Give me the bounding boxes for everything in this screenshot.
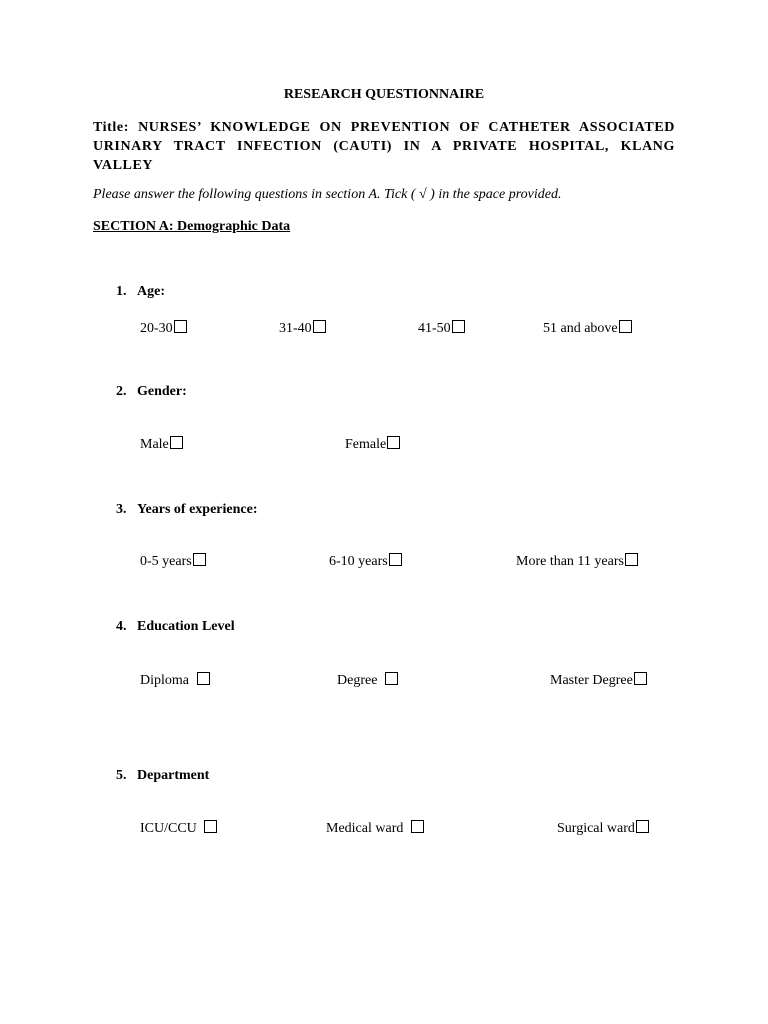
option-label: 51 and above bbox=[543, 321, 618, 336]
option-label: More than 11 years bbox=[516, 554, 624, 569]
option-label: ICU/CCU bbox=[140, 821, 201, 836]
checkbox[interactable] bbox=[389, 553, 402, 566]
option-label: Surgical ward bbox=[557, 821, 635, 836]
checkbox[interactable] bbox=[193, 553, 206, 566]
question-label: Age: bbox=[137, 284, 165, 299]
option-label: 31-40 bbox=[279, 321, 312, 336]
question-label: Years of experience: bbox=[137, 502, 258, 517]
question-number: 4. bbox=[116, 619, 127, 634]
option-label: 6-10 years bbox=[329, 554, 388, 569]
checkbox[interactable] bbox=[625, 553, 638, 566]
checkbox[interactable] bbox=[387, 436, 400, 449]
question-number: 3. bbox=[116, 502, 127, 517]
checkbox[interactable] bbox=[313, 320, 326, 333]
option-label: Female bbox=[345, 437, 387, 452]
option-experience-6-10[interactable] bbox=[329, 553, 402, 570]
checkbox[interactable] bbox=[619, 320, 632, 333]
question-4-heading bbox=[116, 619, 235, 635]
option-gender-male[interactable] bbox=[140, 436, 183, 453]
option-label: Master Degree bbox=[550, 673, 633, 688]
option-label: 20-30 bbox=[140, 321, 173, 336]
question-label: Education Level bbox=[137, 619, 235, 634]
option-age-41-50[interactable] bbox=[418, 320, 465, 337]
option-education-degree[interactable] bbox=[337, 672, 398, 689]
option-education-master-degree[interactable] bbox=[550, 672, 647, 689]
title-prefix: Title: bbox=[93, 120, 130, 135]
option-label: 0-5 years bbox=[140, 554, 192, 569]
option-label: 41-50 bbox=[418, 321, 451, 336]
checkbox[interactable] bbox=[204, 820, 217, 833]
title-text: NURSES’ KNOWLEDGE ON PREVENTION OF CATHETER ASSOCIATED URINARY TRACT INFECTION (CAUTI) IN A PRIVATE HOSPITAL, KLANG VALLEY bbox=[93, 120, 675, 173]
option-department-icu-ccu[interactable] bbox=[140, 820, 217, 837]
checkbox[interactable] bbox=[385, 672, 398, 685]
option-department-medical-ward[interactable] bbox=[326, 820, 424, 837]
option-experience-0-5[interactable] bbox=[140, 553, 206, 570]
option-label: Medical ward bbox=[326, 821, 407, 836]
option-label: Male bbox=[140, 437, 169, 452]
section-a-heading: SECTION A: Demographic Data bbox=[93, 219, 291, 234]
question-2-heading bbox=[116, 384, 187, 400]
instruction-text: Please answer the following questions in section A. Tick ( √ ) in the space provided. bbox=[93, 187, 562, 202]
question-number: 5. bbox=[116, 768, 127, 783]
checkbox[interactable] bbox=[174, 320, 187, 333]
checkbox[interactable] bbox=[452, 320, 465, 333]
option-department-surgical-ward[interactable] bbox=[557, 820, 649, 837]
option-gender-female[interactable] bbox=[345, 436, 400, 453]
question-number: 1. bbox=[116, 284, 127, 299]
question-label: Gender: bbox=[137, 384, 187, 399]
option-age-31-40[interactable] bbox=[279, 320, 326, 337]
option-label: Diploma bbox=[140, 673, 193, 688]
checkbox[interactable] bbox=[170, 436, 183, 449]
option-age-20-30[interactable] bbox=[140, 320, 187, 337]
document-title: RESEARCH QUESTIONNAIRE bbox=[283, 87, 485, 102]
question-label: Department bbox=[137, 768, 210, 783]
question-3-heading bbox=[116, 502, 258, 518]
checkbox[interactable] bbox=[636, 820, 649, 833]
checkbox[interactable] bbox=[634, 672, 647, 685]
question-5-heading bbox=[116, 768, 209, 784]
question-1-heading bbox=[116, 284, 165, 300]
checkbox[interactable] bbox=[197, 672, 210, 685]
option-experience-more-than-11[interactable] bbox=[516, 553, 638, 570]
option-label: Degree bbox=[337, 673, 381, 688]
option-age-51-above[interactable] bbox=[543, 320, 632, 337]
option-education-diploma[interactable] bbox=[140, 672, 210, 689]
research-title bbox=[93, 118, 675, 175]
checkbox[interactable] bbox=[411, 820, 424, 833]
question-number: 2. bbox=[116, 384, 127, 399]
